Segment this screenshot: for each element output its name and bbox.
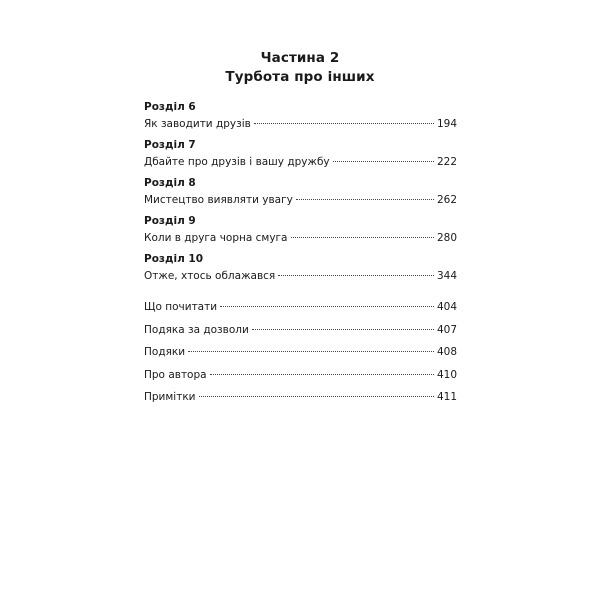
part-title: Турбота про інших xyxy=(225,69,375,85)
dot-leader xyxy=(199,395,434,397)
part-number: Частина 2 xyxy=(260,50,340,66)
dot-leader xyxy=(220,305,434,307)
page-number: 194 xyxy=(436,118,457,130)
entry-title: Дбайте про друзів і вашу дружбу xyxy=(144,156,330,168)
toc-entry[interactable] xyxy=(144,300,457,323)
toc-entry[interactable] xyxy=(144,390,457,413)
chapter-heading: Розділ 9 xyxy=(144,215,196,227)
dot-leader xyxy=(252,328,434,330)
dot-leader xyxy=(254,122,434,124)
chapter-heading: Розділ 7 xyxy=(144,139,196,151)
toc-entry[interactable] xyxy=(144,269,457,283)
chapter-heading: Розділ 10 xyxy=(144,253,204,265)
page-number: 344 xyxy=(436,270,457,282)
chapter-heading: Розділ 6 xyxy=(144,101,196,113)
table-of-contents xyxy=(144,100,457,413)
entry-title: Примітки xyxy=(144,391,196,403)
dot-leader xyxy=(188,350,434,352)
dot-leader xyxy=(278,274,434,276)
chapter-10 xyxy=(144,252,457,290)
entry-title: Подяки xyxy=(144,346,186,358)
page-number: 407 xyxy=(436,323,457,336)
chapter-7 xyxy=(144,138,457,176)
entry-title: Що почитати xyxy=(144,301,218,313)
toc-entry[interactable] xyxy=(144,345,457,368)
page-number: 408 xyxy=(436,346,457,358)
chapter-6 xyxy=(144,100,457,138)
toc-entry[interactable] xyxy=(144,193,457,207)
section-gap xyxy=(144,290,457,300)
entry-title: Коли в друга чорна смуга xyxy=(144,232,288,244)
entry-title: Подяка за дозволи xyxy=(144,323,249,336)
chapter-8 xyxy=(144,176,457,214)
entry-title: Як заводити друзів xyxy=(144,118,251,130)
page-number: 410 xyxy=(436,368,457,381)
toc-entry[interactable] xyxy=(144,368,457,391)
back-matter xyxy=(144,300,457,413)
page-number: 222 xyxy=(436,156,457,168)
chapter-heading: Розділ 8 xyxy=(144,177,196,189)
toc-entry[interactable] xyxy=(144,323,457,346)
chapter-9 xyxy=(144,214,457,252)
toc-entry[interactable] xyxy=(144,117,457,131)
dot-leader xyxy=(210,373,434,375)
page-number: 404 xyxy=(436,301,457,313)
entry-title: Про автора xyxy=(144,368,207,381)
dot-leader xyxy=(291,236,434,238)
toc-entry[interactable] xyxy=(144,155,457,169)
page-number: 280 xyxy=(436,232,457,244)
entry-title: Отже, хтось облажався xyxy=(144,270,276,282)
page-number: 262 xyxy=(436,194,457,206)
dot-leader xyxy=(333,160,434,162)
toc-entry[interactable] xyxy=(144,231,457,245)
page-number: 411 xyxy=(436,391,457,403)
dot-leader xyxy=(296,198,434,200)
entry-title: Мистецтво виявляти увагу xyxy=(144,194,293,206)
